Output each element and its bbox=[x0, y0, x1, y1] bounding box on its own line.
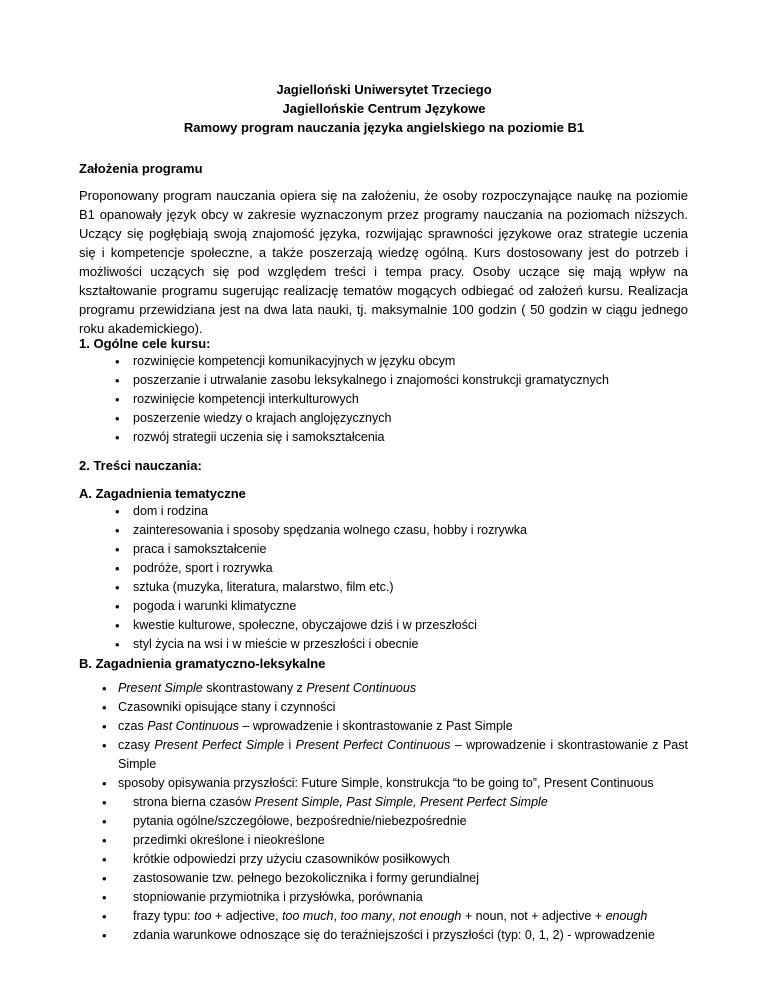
list-item: • zastosowanie tzw. pełnego bezokolicznika i formy gerundialnej bbox=[118, 869, 688, 888]
list-item: • pogoda i warunki klimatyczne bbox=[133, 597, 527, 616]
list-item: • sztuka (muzyka, literatura, malarstwo, film etc.) bbox=[133, 578, 527, 597]
list-item-text: + adjective, bbox=[211, 909, 283, 923]
list-item: • sposoby opisywania przyszłości: Future Simple, konstrukcja “to be going to”, Present Continuous bbox=[118, 774, 688, 793]
list-item-text: strona bierna czasów bbox=[133, 795, 255, 809]
list-item-italic: not enough bbox=[398, 909, 462, 923]
goals-heading: 1. Ogólne cele kursu: bbox=[79, 336, 211, 351]
university-name: Jagielloński Uniwersytet Trzeciego bbox=[276, 82, 492, 97]
list-item bbox=[118, 717, 688, 736]
list-item: • zdania warunkowe odnoszące się do teraźniejszości i przyszłości (typ: 0, 1, 2) - wprowadzenie bbox=[118, 926, 688, 945]
list-item: • stopniowanie przymiotnika i przysłówka, porównania bbox=[118, 888, 688, 907]
list-item bbox=[118, 736, 688, 774]
grammar-list bbox=[118, 679, 688, 945]
list-item: • rozwinięcie kompetencji interkulturowych bbox=[133, 390, 609, 409]
list-item bbox=[118, 793, 688, 812]
list-item-italic: Present Simple bbox=[118, 681, 203, 695]
list-item: • dom i rodzina bbox=[133, 502, 527, 521]
grammar-heading: B. Zagadnienia gramatyczno-leksykalne bbox=[79, 656, 326, 671]
list-item-text: + noun, not + adjective + bbox=[461, 909, 606, 923]
content-heading: 2. Treści nauczania: bbox=[79, 458, 202, 473]
list-item-text: skontrastowany z bbox=[202, 681, 307, 695]
list-item: • Czasowniki opisujące stany i czynności bbox=[118, 698, 688, 717]
topics-heading: A. Zagadnienia tematyczne bbox=[79, 486, 246, 501]
list-item: • pytania ogólne/szczegółowe, bezpośrednie/niebezpośrednie bbox=[118, 812, 688, 831]
list-item-italic: too bbox=[194, 909, 212, 923]
list-item-italic: Present Continuous bbox=[306, 681, 417, 695]
list-item-text: i bbox=[284, 738, 296, 752]
list-item-text: , bbox=[333, 909, 341, 923]
list-item-text: – wprowadzenie i skontrastowanie z Past Simple bbox=[238, 719, 513, 733]
list-item: • poszerzenie wiedzy o krajach anglojęzycznych bbox=[133, 409, 609, 428]
list-item-italic: too much bbox=[282, 909, 334, 923]
assumptions-heading: Założenia programu bbox=[79, 161, 203, 176]
list-item: • krótkie odpowiedzi przy użyciu czasowników posiłkowych bbox=[118, 850, 688, 869]
assumptions-paragraph: Proponowany program nauczania opiera się na założeniu, że osoby rozpoczynające naukę na poziomie B1 opanowały język obcy w zakresie wyznaczonym przez programy nauczania na poziomach niższych. Uczący się pogłębiają swoją znajomość języka, rozwijając sprawności językowe oraz strategie uczenia się i kompetencje społeczne, a także poszerzają wiedzę ogólną. Kurs dostosowany jest do potrzeb i możliwości uczących się pod względem treści i tempa pracy. Osoby uczące się mają wpływ na kształtowanie programu sugerując realizację tematów mogących odbiegać od założeń kursu. Realizacja programu przewidziana jest na dwa lata nauki, tj. maksymalnie 100 godzin ( 50 godzin w ciągu jednego roku akademickiego). bbox=[79, 188, 688, 336]
topics-list bbox=[133, 502, 527, 654]
list-item: • rozwój strategii uczenia się i samokształcenia bbox=[133, 428, 609, 447]
list-item: • przedimki określone i nieokreślone bbox=[118, 831, 688, 850]
list-item: • podróże, sport i rozrywka bbox=[133, 559, 527, 578]
list-item-italic: Present Simple, Past Simple, Present Perfect Simple bbox=[254, 795, 548, 809]
list-item-text: , bbox=[391, 909, 399, 923]
list-item-text: czas bbox=[118, 719, 148, 733]
goals-list bbox=[133, 352, 609, 447]
list-item: • poszerzanie i utrwalanie zasobu leksykalnego i znajomości konstrukcji gramatycznych bbox=[133, 371, 609, 390]
list-item: • zainteresowania i sposoby spędzania wolnego czasu, hobby i rozrywka bbox=[133, 521, 527, 540]
list-item: • styl życia na wsi i w mieście w przeszłości i obecnie bbox=[133, 635, 527, 654]
list-item-italic: Present Perfect Simple bbox=[154, 738, 285, 752]
list-item-italic: too many bbox=[340, 909, 392, 923]
list-item: • rozwinięcie kompetencji komunikacyjnych w języku obcym bbox=[133, 352, 609, 371]
list-item bbox=[118, 907, 688, 926]
list-item-text: frazy typu: bbox=[133, 909, 195, 923]
list-item: • praca i samokształcenie bbox=[133, 540, 527, 559]
list-item-text: – wprowadzenie i skontrastowanie z Past Simple bbox=[118, 738, 688, 771]
center-name: Jagiellońskie Centrum Językowe bbox=[282, 101, 486, 116]
list-item: • kwestie kulturowe, społeczne, obyczajowe dziś i w przeszłości bbox=[133, 616, 527, 635]
list-item-text: czasy bbox=[118, 738, 155, 752]
list-item bbox=[118, 679, 688, 698]
list-item-italic: enough bbox=[605, 909, 648, 923]
document-title: Ramowy program nauczania języka angielskiego na poziomie B1 bbox=[183, 120, 585, 135]
list-item-italic: Present Perfect Continuous bbox=[295, 738, 451, 752]
list-item-italic: Past Continuous bbox=[147, 719, 239, 733]
